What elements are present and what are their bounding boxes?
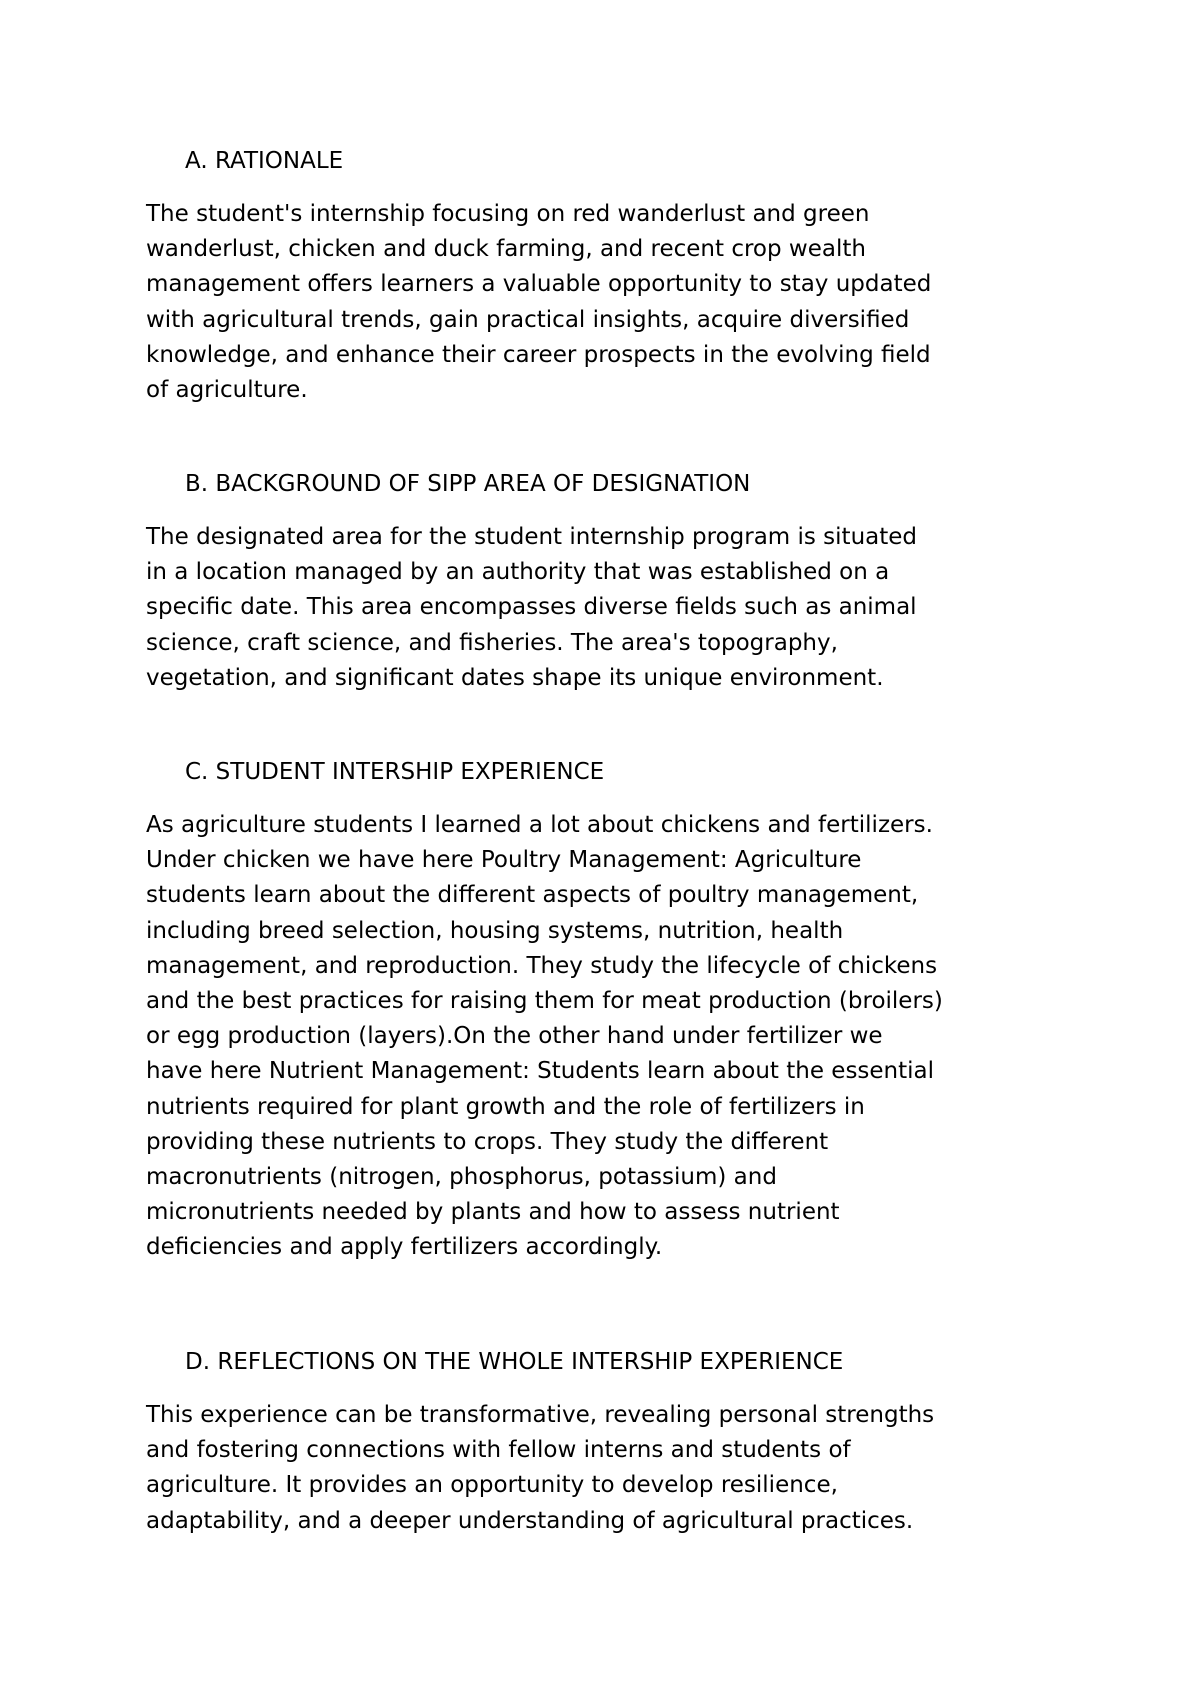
paragraph-line: This experience can be transformative, revealing personal strengths xyxy=(146,1402,935,1428)
paragraph-line: and fostering connections with fellow interns and students of xyxy=(146,1437,851,1464)
section-reflections xyxy=(146,1345,1076,1539)
paragraph-line: nutrients required for plant growth and the role of fertilizers in xyxy=(146,1093,865,1120)
paragraph-line: micronutrients needed by plants and how to assess nutrient xyxy=(146,1199,840,1226)
paragraph-line: As agriculture students I learned a lot about chickens and fertilizers. xyxy=(146,812,933,838)
section-internship-experience xyxy=(146,755,1076,1266)
paragraph-line: vegetation, and significant dates shape its unique environment. xyxy=(146,664,884,691)
paragraph-line: knowledge, and enhance their career prospects in the evolving field xyxy=(146,341,931,368)
section-background xyxy=(146,467,1076,696)
paragraph-line: deficiencies and apply fertilizers accordingly. xyxy=(146,1234,663,1261)
paragraph-line: providing these nutrients to crops. They study the different xyxy=(146,1128,829,1155)
paragraph-line: and the best practices for raising them for meat production (broilers) xyxy=(146,988,943,1015)
section-heading: A. RATIONALE xyxy=(185,148,344,174)
paragraph-line: students learn about the different aspects of poultry management, xyxy=(146,882,919,909)
section-heading: B. BACKGROUND OF SIPP AREA OF DESIGNATION xyxy=(185,471,751,497)
paragraph-line: specific date. This area encompasses diverse fields such as animal xyxy=(146,594,917,621)
paragraph-line: have here Nutrient Management: Students learn about the essential xyxy=(146,1058,935,1085)
paragraph-line: in a location managed by an authority that was established on a xyxy=(146,559,890,586)
section-heading: C. STUDENT INTERSHIP EXPERIENCE xyxy=(185,759,605,785)
paragraph-line: Under chicken we have here Poultry Management: Agriculture xyxy=(146,847,862,874)
section-heading: D. REFLECTIONS ON THE WHOLE INTERSHIP EXPERIENCE xyxy=(185,1349,844,1375)
section-paragraph xyxy=(146,520,1076,696)
paragraph-line: wanderlust, chicken and duck farming, and recent crop wealth xyxy=(146,236,866,263)
paragraph-line: The student's internship focusing on red wanderlust and green xyxy=(146,201,870,227)
section-paragraph xyxy=(146,1398,1076,1539)
section-paragraph xyxy=(146,808,1076,1266)
section-rationale xyxy=(146,144,1076,408)
paragraph-line: macronutrients (nitrogen, phosphorus, potassium) and xyxy=(146,1164,777,1191)
paragraph-line: with agricultural trends, gain practical insights, acquire diversified xyxy=(146,306,910,333)
section-paragraph xyxy=(146,197,1076,408)
paragraph-line: adaptability, and a deeper understanding of agricultural practices. xyxy=(146,1507,914,1534)
paragraph-line: management offers learners a valuable opportunity to stay updated xyxy=(146,271,932,298)
paragraph-line: agriculture. It provides an opportunity to develop resilience, xyxy=(146,1472,838,1499)
paragraph-line: including breed selection, housing systems, nutrition, health xyxy=(146,917,844,944)
paragraph-line: The designated area for the student internship program is situated xyxy=(146,524,918,550)
paragraph-line: of agriculture. xyxy=(146,377,308,404)
paragraph-line: or egg production (layers).On the other hand under fertilizer we xyxy=(146,1023,883,1050)
paragraph-line: management, and reproduction. They study the lifecycle of chickens xyxy=(146,952,938,979)
paragraph-line: science, craft science, and fisheries. The area's topography, xyxy=(146,629,838,656)
